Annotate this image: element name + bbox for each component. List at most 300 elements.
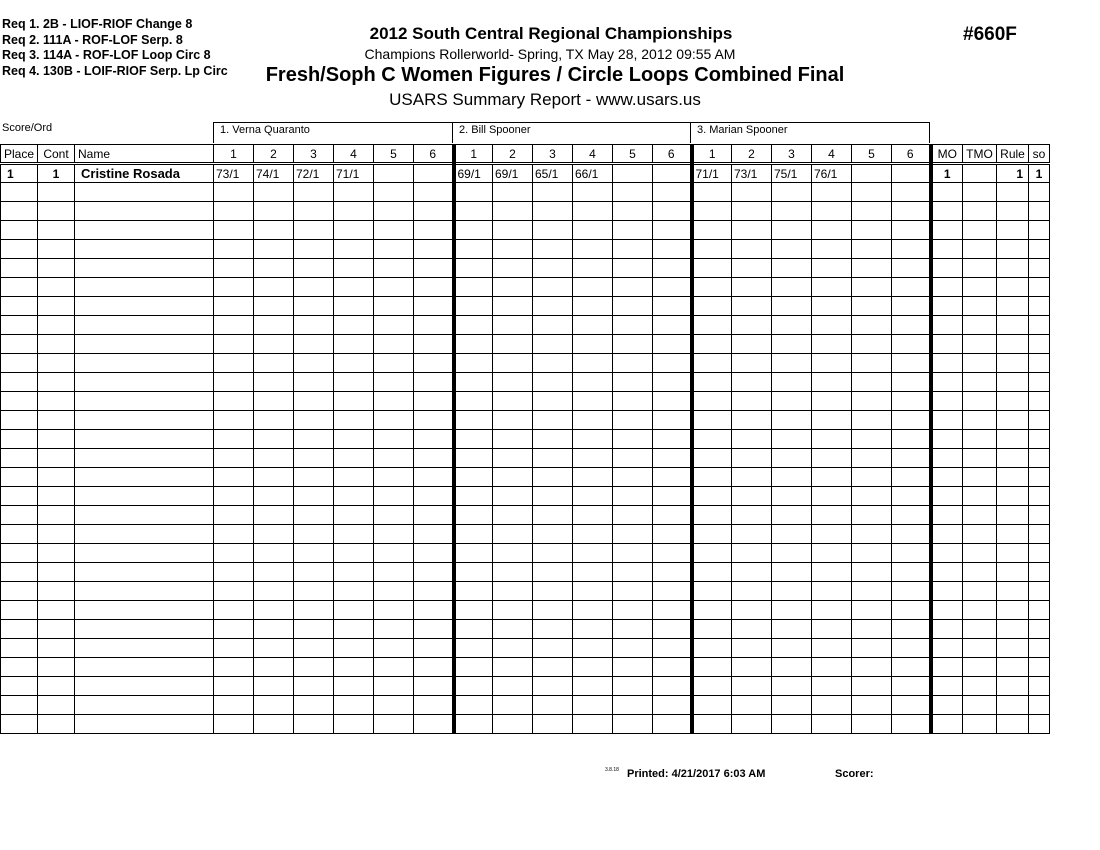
empty-cell <box>963 696 997 715</box>
empty-cell <box>852 563 892 582</box>
empty-cell <box>613 639 653 658</box>
empty-cell <box>1 411 38 430</box>
empty-cell <box>892 430 931 449</box>
empty-cell <box>294 468 334 487</box>
empty-cell <box>997 411 1029 430</box>
empty-cell <box>75 525 214 544</box>
empty-cell <box>772 449 812 468</box>
empty-cell <box>963 392 997 411</box>
empty-cell <box>38 544 75 563</box>
table-row-empty <box>1 240 1050 259</box>
empty-cell <box>573 715 613 734</box>
empty-cell <box>613 221 653 240</box>
empty-cell <box>294 278 334 297</box>
empty-cell <box>931 297 963 316</box>
empty-cell <box>334 354 374 373</box>
empty-cell <box>852 354 892 373</box>
empty-cell <box>1029 373 1050 392</box>
score-cell: 74/1 <box>254 164 294 183</box>
empty-cell <box>374 468 414 487</box>
table-row-empty <box>1 221 1050 240</box>
empty-cell <box>38 278 75 297</box>
empty-cell <box>533 639 573 658</box>
empty-cell <box>254 221 294 240</box>
rule-header: Rule <box>997 145 1029 164</box>
empty-cell <box>997 221 1029 240</box>
empty-cell <box>613 373 653 392</box>
empty-cell <box>812 259 852 278</box>
empty-cell <box>997 525 1029 544</box>
empty-cell <box>75 335 214 354</box>
empty-cell <box>1 677 38 696</box>
empty-cell <box>294 316 334 335</box>
empty-cell <box>963 183 997 202</box>
empty-cell <box>75 639 214 658</box>
empty-cell <box>852 487 892 506</box>
empty-cell <box>732 354 772 373</box>
empty-cell <box>214 316 254 335</box>
empty-cell <box>533 582 573 601</box>
empty-cell <box>573 278 613 297</box>
empty-cell <box>214 582 254 601</box>
empty-cell <box>613 297 653 316</box>
table-row-empty <box>1 468 1050 487</box>
j1-fig-6-header: 6 <box>414 145 454 164</box>
score-cell: 71/1 <box>692 164 732 183</box>
empty-cell <box>38 411 75 430</box>
empty-cell <box>963 221 997 240</box>
empty-cell <box>812 487 852 506</box>
empty-cell <box>414 544 454 563</box>
table-row-empty <box>1 506 1050 525</box>
empty-cell <box>732 658 772 677</box>
empty-cell <box>493 696 533 715</box>
empty-cell <box>454 278 493 297</box>
empty-cell <box>493 449 533 468</box>
empty-cell <box>294 183 334 202</box>
empty-cell <box>454 658 493 677</box>
empty-cell <box>772 297 812 316</box>
empty-cell <box>38 316 75 335</box>
empty-cell <box>997 677 1029 696</box>
name-header: Name <box>75 145 214 164</box>
score-cell: 75/1 <box>772 164 812 183</box>
empty-cell <box>931 582 963 601</box>
empty-cell <box>1 449 38 468</box>
empty-cell <box>1029 240 1050 259</box>
empty-cell <box>294 373 334 392</box>
empty-cell <box>653 297 692 316</box>
event-title: Fresh/Soph C Women Figures / Circle Loops Combined Final <box>265 64 845 86</box>
empty-cell <box>334 316 374 335</box>
competition-title <box>0 24 1100 44</box>
empty-cell <box>963 525 997 544</box>
score-cell: 66/1 <box>573 164 613 183</box>
empty-cell <box>892 183 931 202</box>
empty-cell <box>732 601 772 620</box>
empty-cell <box>38 696 75 715</box>
empty-cell <box>812 677 852 696</box>
empty-cell <box>852 601 892 620</box>
empty-cell <box>1 563 38 582</box>
j1-fig-5-header: 5 <box>374 145 414 164</box>
empty-cell <box>533 278 573 297</box>
empty-cell <box>772 354 812 373</box>
empty-cell <box>772 430 812 449</box>
empty-cell <box>334 411 374 430</box>
empty-cell <box>692 601 732 620</box>
empty-cell <box>852 430 892 449</box>
empty-cell <box>414 430 454 449</box>
venue-line: Champions Rollerworld- Spring, TX May 28, 2012 09:55 AM <box>364 46 736 62</box>
tmo-header: TMO <box>963 145 997 164</box>
empty-cell <box>613 601 653 620</box>
empty-cell <box>1029 316 1050 335</box>
empty-cell <box>653 335 692 354</box>
empty-cell <box>334 544 374 563</box>
empty-cell <box>414 316 454 335</box>
empty-cell <box>454 373 493 392</box>
empty-cell <box>997 259 1029 278</box>
empty-cell <box>613 582 653 601</box>
empty-cell <box>493 240 533 259</box>
empty-cell <box>692 411 732 430</box>
empty-cell <box>254 506 294 525</box>
empty-cell <box>1 715 38 734</box>
empty-cell <box>454 715 493 734</box>
empty-cell <box>653 449 692 468</box>
empty-cell <box>1 373 38 392</box>
empty-cell <box>613 677 653 696</box>
empty-cell <box>294 601 334 620</box>
empty-cell <box>414 278 454 297</box>
empty-cell <box>931 373 963 392</box>
empty-cell <box>374 335 414 354</box>
empty-cell <box>692 335 732 354</box>
empty-cell <box>997 658 1029 677</box>
j3-fig-5-header: 5 <box>852 145 892 164</box>
empty-cell <box>75 183 214 202</box>
empty-cell <box>892 639 931 658</box>
empty-cell <box>963 240 997 259</box>
empty-cell <box>75 506 214 525</box>
empty-cell <box>772 658 812 677</box>
empty-cell <box>334 468 374 487</box>
empty-cell <box>374 525 414 544</box>
empty-cell <box>214 411 254 430</box>
empty-cell <box>1 468 38 487</box>
table-row-empty <box>1 297 1050 316</box>
empty-cell <box>963 506 997 525</box>
empty-cell <box>1 316 38 335</box>
empty-cell <box>963 449 997 468</box>
empty-cell <box>454 240 493 259</box>
empty-cell <box>1029 677 1050 696</box>
empty-cell <box>454 468 493 487</box>
empty-cell <box>533 506 573 525</box>
empty-cell <box>852 202 892 221</box>
empty-cell <box>573 297 613 316</box>
empty-cell <box>852 620 892 639</box>
table-row-empty <box>1 373 1050 392</box>
empty-cell <box>892 221 931 240</box>
empty-cell <box>772 221 812 240</box>
empty-cell <box>963 297 997 316</box>
empty-cell <box>613 487 653 506</box>
empty-cell <box>573 259 613 278</box>
empty-cell <box>692 297 732 316</box>
empty-cell <box>732 316 772 335</box>
empty-cell <box>533 449 573 468</box>
empty-cell <box>997 335 1029 354</box>
empty-cell <box>772 563 812 582</box>
empty-cell <box>374 620 414 639</box>
empty-cell <box>414 582 454 601</box>
empty-cell <box>772 620 812 639</box>
empty-cell <box>294 411 334 430</box>
empty-cell <box>732 582 772 601</box>
empty-cell <box>852 240 892 259</box>
empty-cell <box>1029 582 1050 601</box>
empty-cell <box>254 563 294 582</box>
empty-cell <box>214 335 254 354</box>
empty-cell <box>254 316 294 335</box>
empty-cell <box>613 658 653 677</box>
empty-cell <box>613 316 653 335</box>
empty-cell <box>1029 449 1050 468</box>
empty-cell <box>812 601 852 620</box>
empty-cell <box>454 582 493 601</box>
empty-cell <box>254 278 294 297</box>
empty-cell <box>454 202 493 221</box>
empty-cell <box>334 297 374 316</box>
empty-cell <box>812 582 852 601</box>
empty-cell <box>454 183 493 202</box>
empty-cell <box>772 411 812 430</box>
empty-cell <box>573 449 613 468</box>
empty-cell <box>892 506 931 525</box>
j2-fig-2-header: 2 <box>493 145 533 164</box>
empty-cell <box>75 696 214 715</box>
empty-cell <box>653 202 692 221</box>
empty-cell <box>613 468 653 487</box>
empty-cell <box>493 658 533 677</box>
empty-cell <box>963 601 997 620</box>
empty-cell <box>38 183 75 202</box>
empty-cell <box>414 259 454 278</box>
empty-cell <box>533 392 573 411</box>
empty-cell <box>414 601 454 620</box>
empty-cell <box>1029 696 1050 715</box>
empty-cell <box>1029 430 1050 449</box>
empty-cell <box>931 601 963 620</box>
empty-cell <box>892 696 931 715</box>
empty-cell <box>963 468 997 487</box>
empty-cell <box>214 278 254 297</box>
empty-cell <box>997 506 1029 525</box>
empty-cell <box>653 430 692 449</box>
empty-cell <box>963 715 997 734</box>
table-row-empty <box>1 392 1050 411</box>
empty-cell <box>812 506 852 525</box>
empty-cell <box>732 411 772 430</box>
empty-cell <box>573 525 613 544</box>
report-title: USARS Summary Report - www.usars.us <box>389 90 701 109</box>
empty-cell <box>334 183 374 202</box>
empty-cell <box>374 297 414 316</box>
empty-cell <box>692 658 732 677</box>
empty-cell <box>997 639 1029 658</box>
empty-cell <box>852 373 892 392</box>
empty-cell <box>75 316 214 335</box>
empty-cell <box>493 297 533 316</box>
empty-cell <box>414 677 454 696</box>
empty-cell <box>772 240 812 259</box>
empty-cell <box>38 620 75 639</box>
empty-cell <box>493 677 533 696</box>
empty-cell <box>613 335 653 354</box>
empty-cell <box>38 202 75 221</box>
empty-cell <box>613 449 653 468</box>
skater-name: Cristine Rosada <box>75 164 214 183</box>
empty-cell <box>294 696 334 715</box>
empty-cell <box>653 392 692 411</box>
empty-cell <box>963 620 997 639</box>
empty-cell <box>931 563 963 582</box>
empty-cell <box>454 259 493 278</box>
empty-cell <box>1 335 38 354</box>
empty-cell <box>997 354 1029 373</box>
empty-cell <box>997 202 1029 221</box>
empty-cell <box>254 449 294 468</box>
judge-2-header: 2. Bill Spooner <box>452 122 691 143</box>
empty-cell <box>653 354 692 373</box>
empty-cell <box>732 468 772 487</box>
empty-cell <box>892 601 931 620</box>
empty-cell <box>374 677 414 696</box>
empty-cell <box>613 354 653 373</box>
empty-cell <box>653 620 692 639</box>
empty-cell <box>852 677 892 696</box>
empty-cell <box>533 525 573 544</box>
empty-cell <box>214 259 254 278</box>
empty-cell <box>573 202 613 221</box>
empty-cell <box>692 392 732 411</box>
empty-cell <box>214 601 254 620</box>
empty-cell <box>963 639 997 658</box>
empty-cell <box>653 544 692 563</box>
empty-cell <box>374 259 414 278</box>
empty-cell <box>613 620 653 639</box>
empty-cell <box>1029 715 1050 734</box>
so-header: so <box>1029 145 1050 164</box>
empty-cell <box>1 658 38 677</box>
empty-cell <box>692 677 732 696</box>
empty-cell <box>533 715 573 734</box>
empty-cell <box>493 221 533 240</box>
rule-cell: 1 <box>997 164 1029 183</box>
empty-cell <box>812 544 852 563</box>
empty-cell <box>653 601 692 620</box>
j1-fig-2-header: 2 <box>254 145 294 164</box>
empty-cell <box>613 202 653 221</box>
empty-cell <box>852 316 892 335</box>
empty-cell <box>653 487 692 506</box>
empty-cell <box>214 506 254 525</box>
scorer-label: Scorer: <box>835 768 874 780</box>
empty-cell <box>454 221 493 240</box>
required-figure-1: Req 1. 2B - LIOF-RIOF Change 8 <box>2 17 193 31</box>
empty-cell <box>692 506 732 525</box>
empty-cell <box>75 411 214 430</box>
empty-cell <box>38 373 75 392</box>
empty-cell <box>334 620 374 639</box>
empty-cell <box>214 639 254 658</box>
table-row-empty <box>1 487 1050 506</box>
empty-cell <box>533 601 573 620</box>
empty-cell <box>812 240 852 259</box>
empty-cell <box>852 582 892 601</box>
empty-cell <box>334 582 374 601</box>
empty-cell <box>493 392 533 411</box>
empty-cell <box>812 658 852 677</box>
results-table <box>0 144 1050 734</box>
empty-cell <box>732 639 772 658</box>
empty-cell <box>254 354 294 373</box>
empty-cell <box>573 620 613 639</box>
empty-cell <box>374 240 414 259</box>
empty-cell <box>963 677 997 696</box>
empty-cell <box>772 525 812 544</box>
empty-cell <box>997 620 1029 639</box>
empty-cell <box>214 677 254 696</box>
empty-cell <box>1 430 38 449</box>
empty-cell <box>732 715 772 734</box>
empty-cell <box>493 183 533 202</box>
empty-cell <box>963 658 997 677</box>
empty-cell <box>493 582 533 601</box>
empty-cell <box>653 221 692 240</box>
empty-cell <box>573 392 613 411</box>
empty-cell <box>294 259 334 278</box>
empty-cell <box>414 715 454 734</box>
empty-cell <box>414 297 454 316</box>
empty-cell <box>931 487 963 506</box>
empty-cell <box>653 658 692 677</box>
empty-cell <box>334 487 374 506</box>
j2-fig-6-header: 6 <box>653 145 692 164</box>
empty-cell <box>414 506 454 525</box>
j3-fig-3-header: 3 <box>772 145 812 164</box>
empty-cell <box>892 468 931 487</box>
empty-cell <box>454 487 493 506</box>
empty-cell <box>493 373 533 392</box>
empty-cell <box>374 563 414 582</box>
empty-cell <box>1 506 38 525</box>
empty-cell <box>75 221 214 240</box>
empty-cell <box>533 544 573 563</box>
empty-cell <box>254 468 294 487</box>
empty-cell <box>852 278 892 297</box>
empty-cell <box>254 183 294 202</box>
empty-cell <box>812 468 852 487</box>
empty-cell <box>573 183 613 202</box>
empty-cell <box>454 696 493 715</box>
empty-cell <box>254 658 294 677</box>
empty-cell <box>493 202 533 221</box>
empty-cell <box>75 449 214 468</box>
empty-cell <box>573 601 613 620</box>
